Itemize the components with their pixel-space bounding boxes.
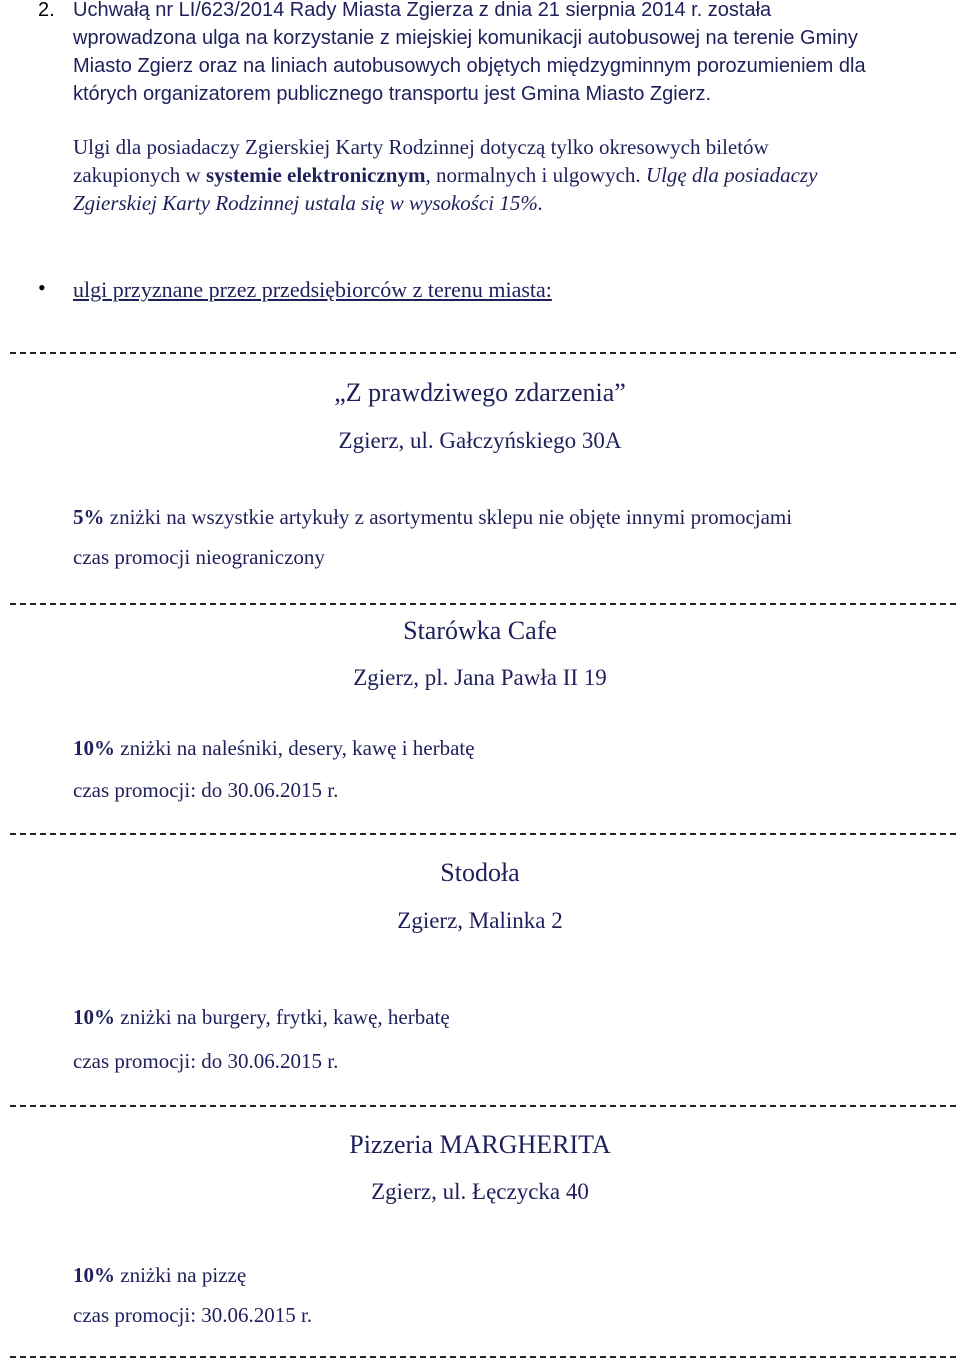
offer-period: czas promocji: do 30.06.2015 r. bbox=[73, 1049, 339, 1073]
bullet-icon: • bbox=[38, 275, 46, 300]
offer-description: zniżki na pizzę bbox=[115, 1263, 247, 1287]
ulgi-bold: systemie elektronicznym bbox=[205, 163, 426, 187]
offer-description: zniżki na burgery, frytki, kawę, herbatę bbox=[115, 1005, 450, 1029]
offer-discount-line bbox=[73, 505, 792, 530]
offer-name: „Z prawdziwego zdarzenia” bbox=[334, 378, 626, 407]
offer-name: Stodoła bbox=[440, 858, 520, 887]
offer-discount-line bbox=[73, 736, 475, 761]
divider bbox=[10, 352, 956, 354]
offer-description: zniżki na wszystkie artykuły z asortymentu sklepu nie objęte innymi promocjami bbox=[104, 505, 793, 529]
offer-discount: 10% bbox=[73, 1005, 115, 1029]
offer-address: Zgierz, ul. Łęczycka 40 bbox=[371, 1179, 589, 1204]
item2-line-4: których organizatorem publicznego transportu jest Gmina Miasto Zgierz. bbox=[73, 83, 712, 105]
offer-address: Zgierz, Malinka 2 bbox=[397, 908, 563, 933]
offer-discount-line bbox=[73, 1263, 246, 1288]
item2-line-3: Miasto Zgierz oraz na liniach autobusowych objętych międzygminnym porozumieniem dla bbox=[73, 55, 866, 77]
bullet-heading-text: ulgi przyznane przez przedsiębiorców z terenu miasta: bbox=[73, 277, 552, 302]
divider bbox=[10, 1356, 956, 1358]
divider bbox=[10, 603, 956, 605]
ulgi-italic-2: Zgierskiej Karty Rodzinnej ustala się w wysokości 15%. bbox=[73, 191, 544, 215]
item2-line-2: wprowadzona ulga na korzystanie z miejskiej komunikacji autobusowej na terenie Gminy bbox=[73, 27, 858, 49]
divider bbox=[10, 833, 956, 835]
offer-period: czas promocji: do 30.06.2015 r. bbox=[73, 778, 339, 802]
offer-name: Pizzeria MARGHERITA bbox=[349, 1130, 611, 1159]
ulgi-italic: Ulgę dla posiadaczy bbox=[645, 163, 818, 187]
offer-period: czas promocji: 30.06.2015 r. bbox=[73, 1303, 313, 1327]
offer-description: zniżki na naleśniki, desery, kawę i herbatę bbox=[115, 736, 475, 760]
offer-discount-line bbox=[73, 1005, 450, 1030]
ulgi-line-1: Ulgi dla posiadaczy Zgierskiej Karty Rodzinnej dotyczą tylko okresowych biletów bbox=[73, 135, 769, 159]
ulgi-line-2-pre: zakupionych w bbox=[73, 163, 206, 187]
offer-address: Zgierz, ul. Gałczyńskiego 30A bbox=[338, 428, 622, 453]
list-number: 2. bbox=[38, 0, 55, 21]
offer-discount: 10% bbox=[73, 736, 115, 760]
offer-name: Starówka Cafe bbox=[403, 616, 557, 645]
item2-line-1: Uchwałą nr LI/623/2014 Rady Miasta Zgierza z dnia 21 sierpnia 2014 r. została bbox=[73, 0, 772, 21]
offer-address: Zgierz, pl. Jana Pawła II 19 bbox=[353, 665, 607, 690]
divider bbox=[10, 1105, 956, 1107]
bullet-heading bbox=[73, 276, 552, 304]
offer-discount: 5% bbox=[73, 505, 105, 529]
ulgi-line-2-post: , normalnych i ulgowych. bbox=[425, 163, 646, 187]
offer-discount: 10% bbox=[73, 1263, 115, 1287]
ulgi-line-3 bbox=[73, 189, 543, 217]
offer-period: czas promocji nieograniczony bbox=[73, 545, 325, 569]
ulgi-line-2 bbox=[73, 161, 817, 189]
